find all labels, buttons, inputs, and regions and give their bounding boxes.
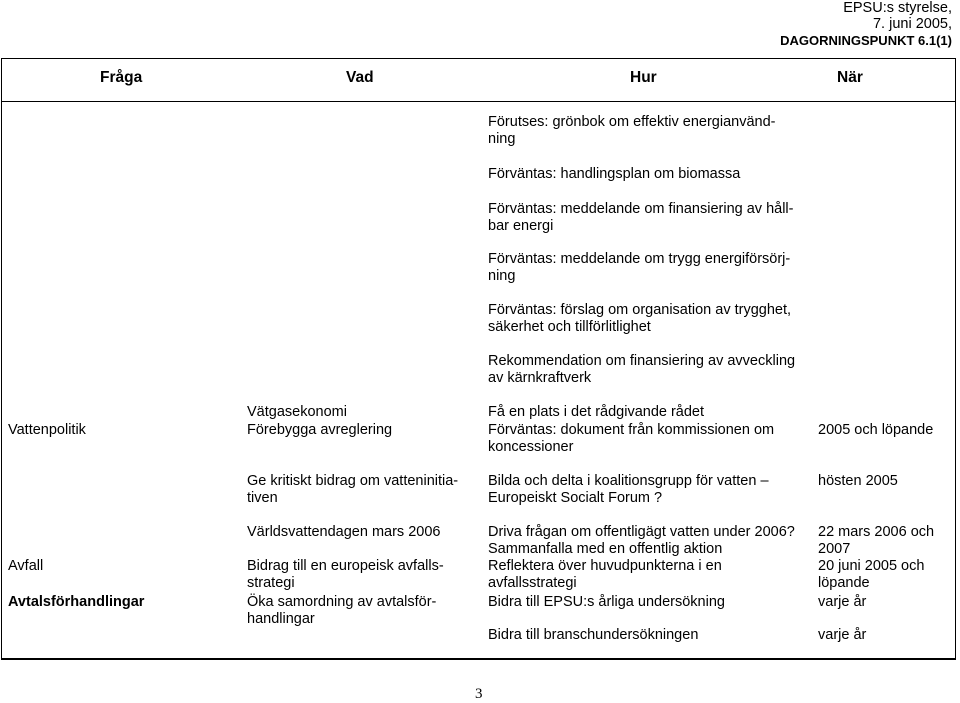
fraga-cell: Avfall (8, 558, 44, 574)
nar-cell: varje år (818, 594, 867, 610)
hur-item: ning (488, 268, 516, 284)
vad-cell: handlingar (247, 611, 315, 627)
column-header-vad: Vad (346, 69, 374, 86)
hur-cell: Förväntas: dokument från kommissionen om (488, 422, 775, 438)
vad-cell: Förebygga avreglering (247, 422, 393, 438)
fraga-cell: Avtalsförhandlingar (8, 594, 145, 610)
column-header-fraga: Fråga (100, 69, 143, 86)
hur-item: Förväntas: förslag om organisation av trygghet, (488, 302, 792, 318)
hur-item: Förväntas: handlingsplan om biomassa (488, 166, 741, 182)
vad-cell: tiven (247, 490, 278, 506)
hur-cell: Bidra till EPSU:s årliga undersökning (488, 594, 725, 610)
table-header-divider (1, 101, 956, 102)
vad-cell: Bidrag till en europeisk avfalls- (247, 558, 444, 574)
hur-cell: koncessioner (488, 439, 574, 455)
fraga-cell: Vattenpolitik (8, 422, 86, 438)
hur-item: bar energi (488, 218, 554, 234)
agenda-table (1, 58, 956, 660)
column-header-nar: När (837, 69, 863, 86)
doc-header-committee: EPSU:s styrelse, (843, 0, 952, 16)
hur-cell: Reflektera över huvudpunkterna i en (488, 558, 722, 574)
hur-cell: Bidra till branschundersökningen (488, 627, 699, 643)
nar-cell: 2007 (818, 541, 851, 557)
nar-cell: hösten 2005 (818, 473, 898, 489)
hur-cell: Få en plats i det rådgivande rådet (488, 404, 705, 420)
hur-cell: avfallsstrategi (488, 575, 577, 591)
vad-cell: Vätgasekonomi (247, 404, 347, 420)
vad-cell: strategi (247, 575, 295, 591)
hur-cell: Driva frågan om offentligägt vatten under 2006? (488, 524, 795, 540)
hur-item: säkerhet och tillförlitlighet (488, 319, 651, 335)
nar-cell: 22 mars 2006 och (818, 524, 935, 540)
hur-item: Förväntas: meddelande om finansiering av håll- (488, 201, 794, 217)
hur-cell: Europeiskt Socialt Forum ? (488, 490, 663, 506)
vad-cell: Ge kritiskt bidrag om vatteninitia- (247, 473, 459, 489)
nar-cell: 20 juni 2005 och (818, 558, 925, 574)
nar-cell: löpande (818, 575, 870, 591)
hur-cell: Bilda och delta i koalitionsgrupp för vatten – (488, 473, 769, 489)
page-number: 3 (475, 686, 483, 702)
hur-item: Rekommendation om finansiering av avveckling (488, 353, 796, 369)
hur-cell: Sammanfalla med en offentlig aktion (488, 541, 723, 557)
hur-item: Förväntas: meddelande om trygg energiförsörj- (488, 251, 791, 267)
nar-cell: 2005 och löpande (818, 422, 934, 438)
vad-cell: Världsvattendagen mars 2006 (247, 524, 441, 540)
vad-cell: Öka samordning av avtalsför- (247, 594, 437, 610)
hur-item: av kärnkraftverk (488, 370, 592, 386)
hur-item: ning (488, 131, 516, 147)
hur-item: Förutses: grönbok om effektiv energianvänd- (488, 114, 776, 130)
column-header-hur: Hur (630, 69, 657, 86)
doc-header-date: 7. juni 2005, (872, 16, 952, 32)
nar-cell: varje år (818, 627, 867, 643)
doc-header-agenda-item: DAGORNINGSPUNKT 6.1(1) (780, 33, 952, 48)
